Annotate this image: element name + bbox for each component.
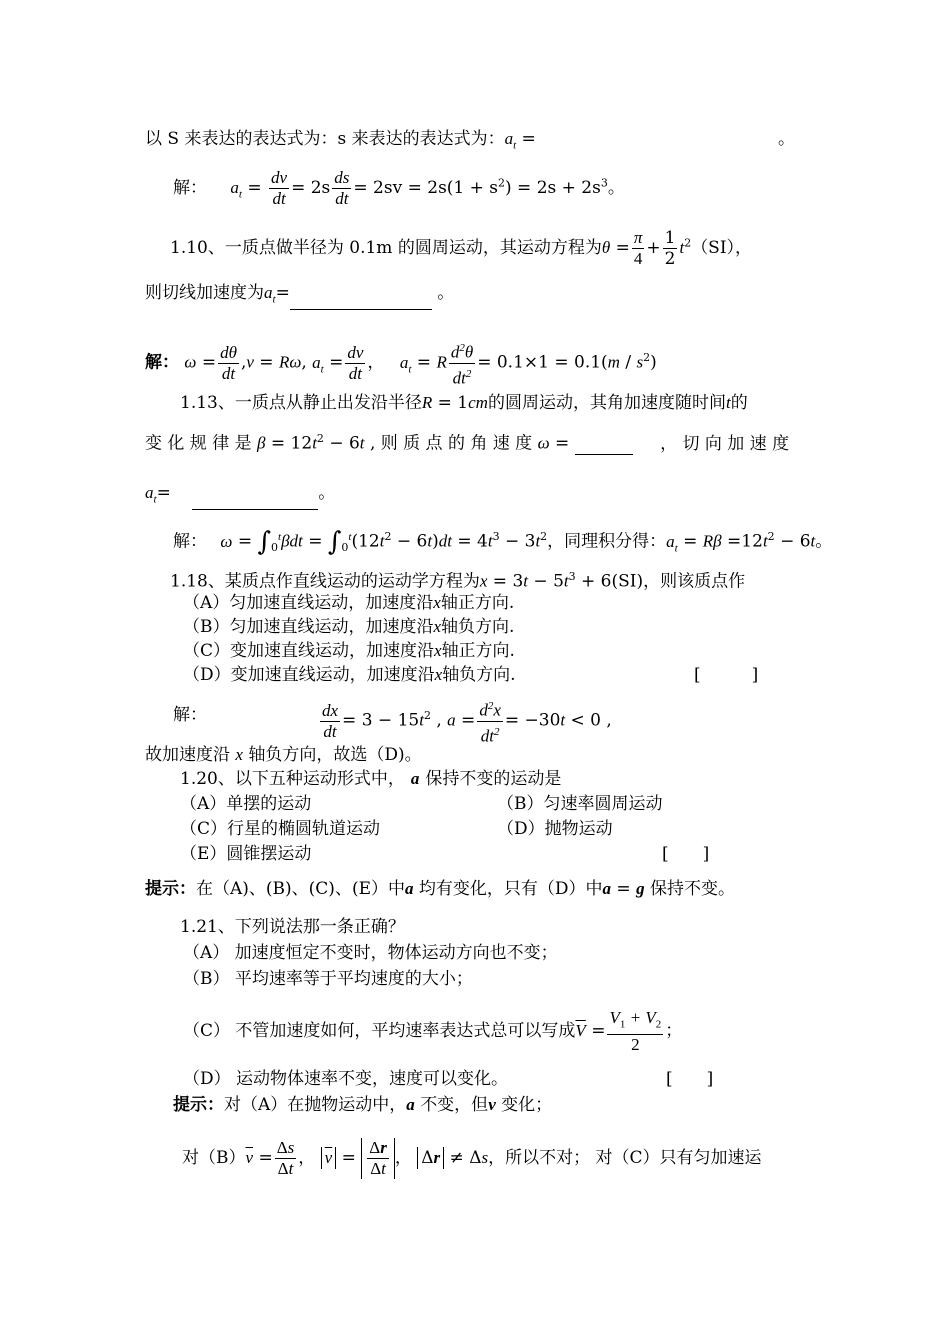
answer-bracket[interactable]: [ ] <box>666 1069 714 1089</box>
solution-label: 解： <box>173 178 207 198</box>
hint-1-20: 提示：在（A)、(B)、(C)、(E）中a 均有变化，只有（D）中a = g 保持不变。 <box>145 879 735 899</box>
answer-bracket[interactable]: [ ] <box>694 665 759 685</box>
question-1-10: 1.10、一质点做半径为 0.1m 的圆周运动，其运动方程为θ = $\frac{\pi}{4}$ + $\frac{1}{2}$ $t^2(SI)$， <box>170 228 753 269</box>
solution-1-18-conclusion: 故加速度沿 x 轴负方向，故选（D)。 <box>145 745 422 765</box>
at-symbol: $a_t$ <box>504 129 517 152</box>
option-c[interactable]: （C）行星的椭圆轨道运动 <box>180 819 381 839</box>
question-1-21: 1.21、下列说法那一条正确？ <box>180 917 405 937</box>
hint-label: 提示： <box>145 879 196 899</box>
option-d[interactable]: （D）抛物运动 <box>497 819 613 839</box>
option-a[interactable]: （A） 加速度恒定不变时，物体运动方向也不变； <box>183 943 558 963</box>
answer-bracket[interactable]: [ ] <box>662 844 710 864</box>
q110-text: 1.10、一质点做半径为 0.1m 的圆周运动，其运动方程为 <box>170 238 602 258</box>
question-1-10-line2: 则切线加速度为$a_t=$ 。 <box>145 282 454 310</box>
question-1-13: 1.13、一质点从静止出发沿半径R = 1cm的圆周运动，其角加速度随时间t的 <box>180 393 748 413</box>
option-a[interactable]: （A）匀加速直线运动，加速度沿x轴正方向. <box>183 593 515 613</box>
hint-1-21-line2: 对$(B)\overline{v}$ = $\frac{\Delta s}{\Delta t}$ ， $\overline{v}$ = $\frac{\Delta r}{\Delta t}$ ， Δr ≠ Δs，所以不对； 对（C）只有匀加速运 <box>182 1138 762 1178</box>
line-1 <box>145 128 536 156</box>
solution-1-18 <box>173 704 207 726</box>
option-c[interactable]: （C）变加速直线运动，加速度沿x轴正方向. <box>183 641 515 661</box>
line-1-end: 。 <box>778 129 795 149</box>
option-d[interactable]: （D） 运动物体速率不变，速度可以变化。 <box>183 1069 509 1089</box>
question-1-13-line3: $a_t=$ 。 <box>145 482 335 510</box>
omega-answer-blank[interactable] <box>575 436 633 455</box>
solution-label: 解： <box>173 531 207 552</box>
solution-label: 解： <box>145 352 179 373</box>
hint-1-21: 提示：对（A）在抛物运动中，a 不变，但v 变化； <box>173 1095 553 1115</box>
option-b[interactable]: （B） 平均速率等于平均速度的大小； <box>183 969 473 989</box>
solution-1-13: 解： $\omega = \int_0^t\beta dt = \int_0^t(12t^2 - 6t)dt = 4t^3 - 3t^2$，同理积分得：$a_t = R\beta =12t^2 - 6t$。 <box>173 527 833 558</box>
answer-blank[interactable] <box>290 291 432 310</box>
at-answer-blank[interactable] <box>192 491 318 510</box>
hint-label: 提示： <box>173 1095 224 1115</box>
option-b[interactable]: （B）匀加速直线运动，加速度沿x轴负方向. <box>183 617 515 637</box>
option-b[interactable]: （B）匀速率圆周运动 <box>497 794 663 814</box>
option-a[interactable]: （A）单摆的运动 <box>180 794 312 814</box>
option-c[interactable]: （C） 不管加速度如何，平均速率表达式总可以写成$\overline{V}$ = $\frac{V_1 + V_2}{2}$ ； <box>183 1008 683 1055</box>
solution-1-10: 解： ω = $\frac{d\theta}{dt}$ ,v = Rω, $a_t$ = $\frac{dv}{dt}$ ， $a_t = R$ $\frac{d^2\theta}{dt^2}$ = $0.1\times 1 = 0.1(m / s^2)$ <box>145 338 657 388</box>
equals: = <box>516 129 536 149</box>
line-1-text: 以 S 来表达的表达式为：s 来表达的表达式为： <box>145 129 505 149</box>
solution-label: 解： <box>173 705 207 725</box>
option-e[interactable]: （E）圆锥摆运动 <box>180 844 312 864</box>
option-d[interactable]: （D）变加速直线运动，加速度沿x轴负方向. <box>183 665 516 685</box>
question-1-18: 1.18、某质点作直线运动的运动学方程为$x = 3t - 5t^3 + 6(SI)$，则该质点作 <box>170 570 746 592</box>
question-1-20: 1.20、以下五种运动形式中， a 保持不变的运动是 <box>180 769 562 789</box>
q110-unit: （SI）， <box>691 238 753 258</box>
solution-1-18-formula: $\frac{dx}{dt}$ = $3 - 15t^2$ , a = $\frac{d^2x}{dt^2}$ = −30t < 0 , <box>318 696 612 746</box>
question-1-13-line2: 变 化 规 律 是 $\beta = 12t^2 - 6t$ , 则 质 点 的 角 速 度 ω = ， 切 向 加 速 度 <box>145 432 790 454</box>
solution-1: 解： $a_t$ = $\frac{dv}{dt}$ = 2s $\frac{ds}{dt}$ = $2sv = 2s(1 + s^2) = 2s + 2s^3$。 <box>173 168 625 208</box>
